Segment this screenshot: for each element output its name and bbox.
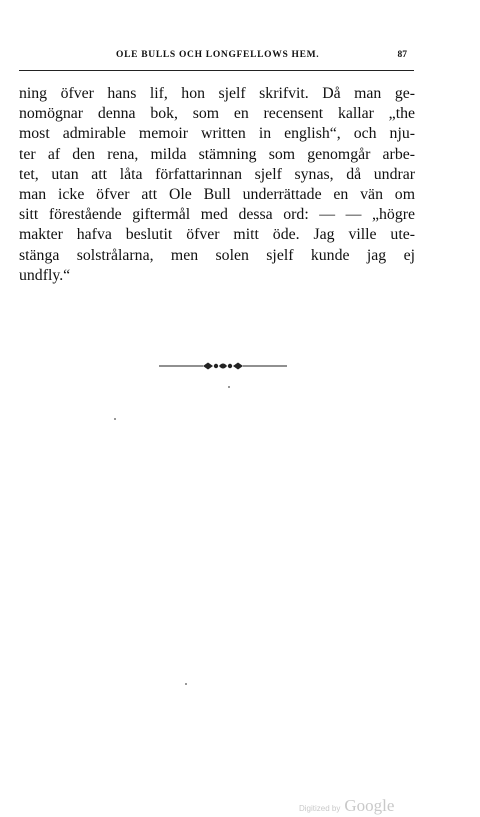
paper-speck (228, 386, 230, 388)
text-line: makter hafva beslutit öfver mitt öde. Jag ville ute- (19, 226, 415, 244)
text-line: stänga solstrålarna, men solen sjelf kunde jag ej (19, 246, 415, 264)
paper-speck (114, 418, 116, 420)
google-logo: Google (344, 796, 395, 815)
page-header (73, 50, 413, 66)
running-title: OLE BULLS OCH LONGFELLOWS HEM. (116, 50, 320, 60)
digitized-watermark (299, 796, 394, 816)
header-rule (19, 70, 414, 71)
text-line: undfly.“ (19, 266, 71, 284)
text-line: most admirable memoir written in english“, och nju- (19, 125, 415, 143)
text-line: nomögnar denna bok, som en recensent kallar „the (19, 105, 415, 123)
paper-speck (185, 683, 187, 685)
section-ornament-icon (159, 360, 287, 372)
text-line: ter af den rena, milda stämning som genomgår arbe- (19, 145, 415, 163)
body-paragraph (19, 84, 415, 286)
text-line: man icke öfver att Ole Bull underrättade en vän om (19, 186, 415, 204)
page-number: 87 (397, 50, 407, 60)
text-line: sitt förestående giftermål med dessa ord: — — „högre (19, 206, 415, 224)
watermark-prefix: Digitized by (299, 804, 341, 813)
text-line: ning öfver hans lif, hon sjelf skrifvit. Då man ge- (19, 85, 415, 102)
text-line: tet, utan att låta författarinnan sjelf synas, då undrar (19, 165, 415, 183)
